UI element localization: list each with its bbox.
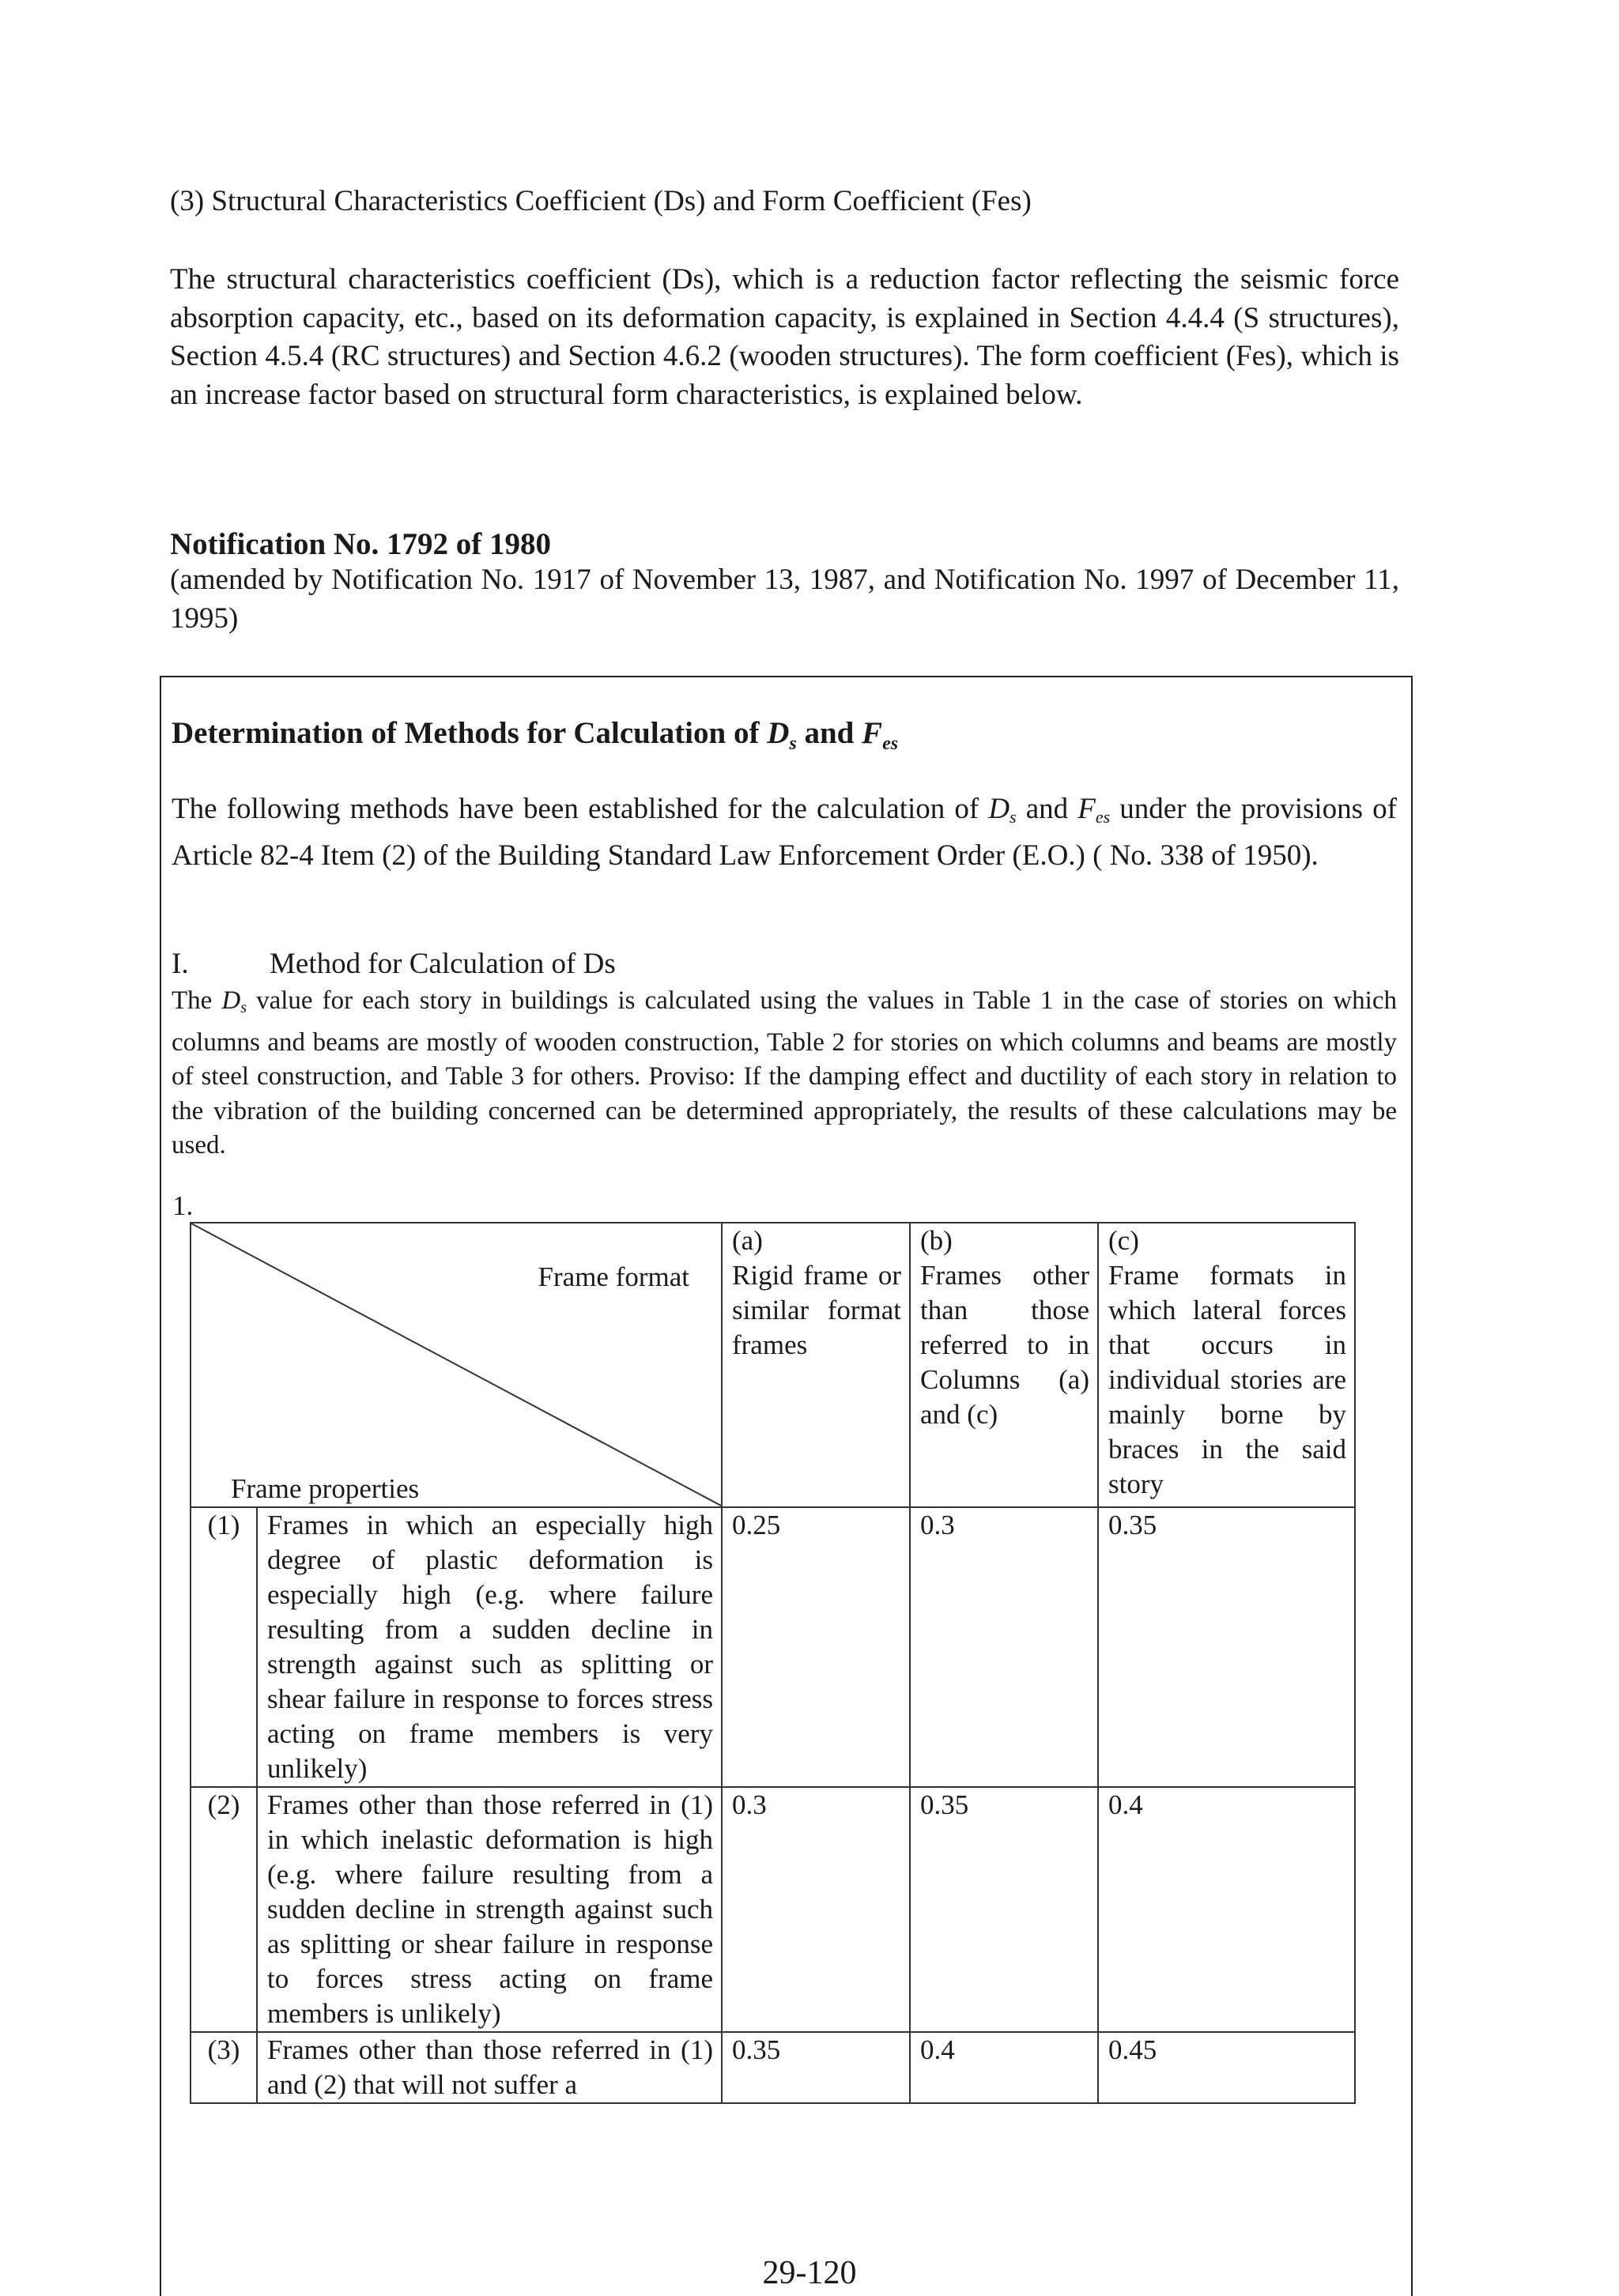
- column-header-b: (b) Frames other than those referred to in Columns (a) and (c): [910, 1223, 1098, 1507]
- value-b: 0.35: [910, 1787, 1098, 2032]
- row-description: Frames other than those referred in (1) and (2) that will not suffer a: [257, 2032, 722, 2103]
- value-a: 0.3: [722, 1787, 910, 2032]
- table-header-row: [191, 1223, 1355, 1507]
- value-c: 0.45: [1098, 2032, 1355, 2103]
- box-paragraph-1: The following methods have been established for the calculation of $D_s$ and $F_{es}$ under the provisions of Article 82-4 Item (2) of the Building Standard Law Enforcement Order (E.O.) ( No. 338 of 1950).: [172, 793, 1397, 872]
- frame-format-label: Frame format: [538, 1261, 689, 1292]
- item-number: 1.: [172, 1190, 194, 1221]
- value-b: 0.4: [910, 2032, 1098, 2103]
- value-a: 0.25: [722, 1507, 910, 1787]
- row-description: Frames other than those referred in (1) in which inelastic deformation is high (e.g. where failure resulting from a sudden decline in strength against such as splitting or shear failure in response to forces stress acting on frame members is unlikely): [257, 1787, 722, 2032]
- value-b: 0.3: [910, 1507, 1098, 1787]
- row-number: (3): [191, 2032, 257, 2103]
- row-description: Frames in which an especially high degree of plastic deformation is especially high (e.g. where failure resulting from a sudden decline in strength against such as splitting or shear failure in response to forces stress acting on frame members is very unlikely): [257, 1507, 722, 1787]
- box-paragraph-2: The $D_s$ value for each story in buildings is calculated using the values in Table 1 in the case of stories on which columns and beams are mostly of wooden construction, Table 2 for stories on which columns and beams are mostly of steel construction, and Table 3 for others. Proviso: If the damping effect and ductility of each story in relation to the vibration of the building concerned can be determined appropriately, the results of these calculations may be used.: [172, 986, 1397, 1160]
- diagonal-header-cell: [191, 1223, 722, 1507]
- intro-paragraph: The structural characteristics coefficient (Ds), which is a reduction factor reflecting the seismic force absorption capacity, etc., based on its deformation capacity, is explained in Section 4.4.4 (S structures), Section 4.5.4 (RC structures) and Section 4.6.2 (wooden structures). The form coefficient (Fes), which is an increase factor based on structural form characteristics, is explained below.: [170, 263, 1399, 411]
- row-number: (1): [191, 1507, 257, 1787]
- notification-amendment: (amended by Notification No. 1917 of November 13, 1987, and Notification No. 1997 of December 11, 1995): [170, 564, 1399, 635]
- notification-title: Notification No. 1792 of 1980: [170, 527, 552, 561]
- ds-table: [190, 1222, 1356, 2104]
- section-heading: (3) Structural Characteristics Coefficient (Ds) and Form Coefficient (Fes): [170, 185, 1032, 217]
- frame-properties-label: Frame properties: [231, 1473, 420, 1504]
- column-header-a: (a) Rigid frame or similar format frames: [722, 1223, 910, 1507]
- value-c: 0.35: [1098, 1507, 1355, 1787]
- value-a: 0.35: [722, 2032, 910, 2103]
- table-row: [191, 1787, 1355, 2032]
- section-number: I.: [172, 948, 189, 980]
- row-number: (2): [191, 1787, 257, 2032]
- value-c: 0.4: [1098, 1787, 1355, 2032]
- table-row: [191, 1507, 1355, 1787]
- table-row: [191, 2032, 1355, 2103]
- column-header-c: (c) Frame formats in which lateral forces that occurs in individual stories are mainly borne by braces in the said story: [1098, 1223, 1355, 1507]
- box-title: Determination of Methods for Calculation of $D_s$ and $F_{es}$: [172, 716, 899, 754]
- page-number: 29-120: [762, 2255, 857, 2291]
- section-title: Method for Calculation of Ds: [270, 948, 616, 980]
